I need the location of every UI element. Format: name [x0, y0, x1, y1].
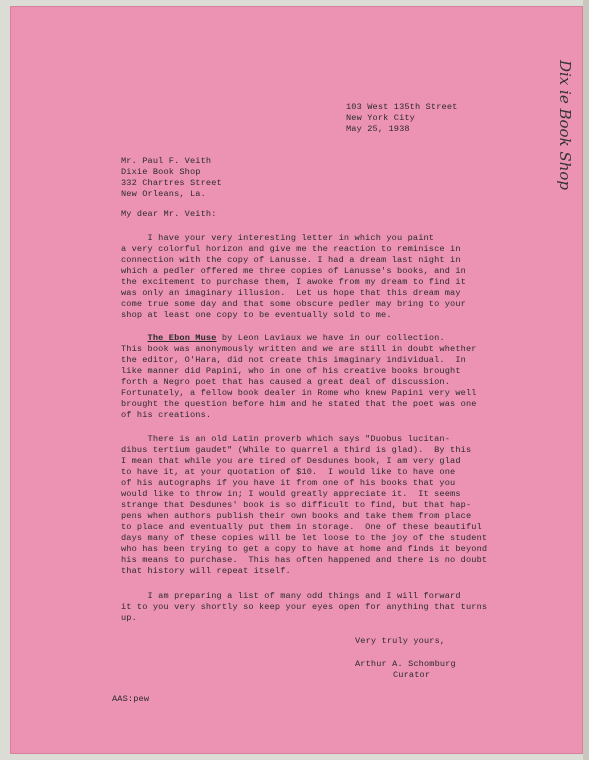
text-line: to have it, at your quotation of $10. I would like to have one [121, 467, 456, 477]
text-line: to place and eventually put them in storage. One of these beautiful [121, 522, 482, 532]
text-line: of his creations. [121, 410, 212, 420]
sender-street: 103 West 135th Street [346, 102, 458, 112]
recipient-street: 332 Chartres Street [121, 178, 222, 188]
text-line: Fortunately, a fellow book dealer in Rome who knew Papini very well [121, 388, 477, 398]
text-line: days many of these copies will be let loose to the joy of the student [121, 533, 488, 543]
text-line: would like to throw in; I would greatly appreciate it. It seems [121, 489, 461, 499]
text-line: I have your very interesting letter in which you paint [121, 233, 435, 243]
recipient-city: New Orleans, La. [121, 189, 206, 199]
closing: Very truly yours, [355, 636, 446, 646]
text-line: his means to purchase. This has often happened and there is no doubt [121, 555, 488, 565]
page-edge [583, 0, 589, 760]
text-line: up. [121, 613, 137, 623]
text-line: who has been trying to get a copy to have at home and finds it beyond [121, 544, 488, 554]
text-line: This book was anonymously written and we are still in doubt whether [121, 344, 477, 354]
text-line: the editor, O'Hara, did not create this imaginary individual. In [121, 355, 466, 365]
text-line: There is an old Latin proverb which says "Duobus lucitan- [121, 434, 451, 444]
book-title: The Ebon Muse [147, 333, 217, 343]
salutation: My dear Mr. Veith: [121, 209, 217, 219]
text-line: of his autographs if you have it from one of his books that you [121, 478, 456, 488]
letter-date: May 25, 1938 [346, 124, 410, 134]
text-line: come true some day and that some obscure pedler may bring to your [121, 299, 466, 309]
text-span: by Leon Laviaux we have in our collection. [216, 333, 445, 343]
text-line: that history will repeat itself. [121, 566, 291, 576]
typist-initials: AAS:pew [112, 694, 150, 704]
recipient-company: Dixie Book Shop [121, 167, 201, 177]
text-line: I mean that while you are tired of Desdunes book, I am very glad [121, 456, 461, 466]
text-line: connection with the copy of Lanusse. I had a dream last night in [121, 255, 461, 265]
text-line: shop at least one copy to be eventually sold to me. [121, 310, 392, 320]
signer-name: Arthur A. Schomburg [355, 659, 456, 669]
text-line: brought the question before him and he stated that the poet was one [121, 399, 477, 409]
text-line: the excitement to purchase them, I awoke from my dream to find it [121, 277, 466, 287]
recipient-name: Mr. Paul F. Veith [121, 156, 212, 166]
handwritten-annotation: Dix ie Book Shop [556, 60, 574, 191]
text-line [121, 333, 445, 344]
text-line: forth a Negro poet that has caused a great deal of discussion. [121, 377, 451, 387]
signer-title: Curator [393, 670, 431, 680]
text-line: dibus tertium gaudet" (While to quarrel a third is glad). By this [121, 445, 472, 455]
text-line: which a pedler offered me three copies of Lanusse's books, and in [121, 266, 466, 276]
text-line: it to you very shortly so keep your eyes open for anything that turns [121, 602, 488, 612]
sender-city: New York City [346, 113, 415, 123]
text-line: pens when authors publish their own books and take them from place [121, 511, 472, 521]
text-line: strange that Desdunes' book is so difficult to find, but that hap- [121, 500, 472, 510]
text-line: like manner did Papini, who in one of his creative books brought [121, 366, 461, 376]
text-line: was only an imaginary illusion. Let us hope that this dream may [121, 288, 461, 298]
text-line: I am preparing a list of many odd things and I will forward [121, 591, 461, 601]
text-line: a very colorful horizon and give me the reaction to reminisce in [121, 244, 461, 254]
